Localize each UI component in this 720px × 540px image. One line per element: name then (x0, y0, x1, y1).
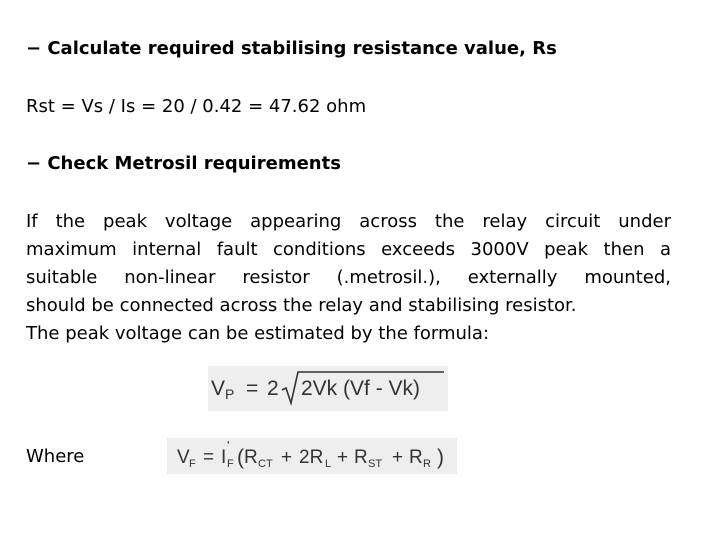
knee-voltage-formula-graphic (167, 438, 457, 474)
paragraph-line: The peak voltage can be estimated by the formula: (26, 323, 490, 344)
metrosil-paragraph (26, 208, 671, 348)
rct-symbol: R (244, 447, 258, 468)
paragraph-line: If the peak voltage appearing across the relay circuit under (26, 211, 671, 232)
rst-symbol: R (354, 447, 368, 468)
radical-content: 2Vk (Vf - Vk) (301, 377, 421, 400)
heading-calculate-resistance: − Calculate required stabilising resistance value, Rs (26, 38, 557, 59)
plus-sign: + (281, 447, 293, 468)
vf-symbol: V (177, 447, 190, 468)
equals-sign: = (203, 447, 215, 468)
fault-current-subscript: F (227, 458, 234, 470)
equals-sign: = (246, 377, 259, 400)
peak-voltage-formula (208, 366, 448, 411)
vp-subscript: P (225, 386, 235, 402)
coefficient: 2 (267, 377, 279, 400)
paragraph-line: maximum internal fault conditions exceeds 3000V peak then a (26, 239, 671, 260)
close-paren: ) (437, 446, 444, 469)
where-label: Where (26, 446, 85, 467)
plus-sign: + (337, 447, 349, 468)
paragraph-line: should be connected across the relay and stabilising resistor. (26, 295, 577, 316)
fault-current: I (221, 447, 227, 468)
peak-voltage-formula-graphic (208, 366, 448, 411)
open-paren: ( (237, 446, 244, 469)
vp-symbol: V (211, 377, 226, 400)
rct-subscript: CT (258, 458, 273, 470)
vf-subscript: F (189, 458, 196, 470)
rst-subscript: ST (368, 458, 383, 470)
plus-sign: + (392, 447, 404, 468)
rr-subscript: R (423, 458, 431, 470)
paragraph-line: suitable non-linear resistor (.metrosil.), externally mounted, (26, 267, 671, 288)
stabilising-resistance-equation: Rst = Vs / Is = 20 / 0.42 = 47.62 ohm (26, 96, 367, 117)
fault-current-prime: ' (227, 438, 230, 453)
two-rl-symbol: 2R (299, 447, 324, 468)
knee-voltage-formula (167, 438, 457, 474)
rr-symbol: R (409, 447, 423, 468)
rl-subscript: L (325, 458, 332, 470)
heading-check-metrosil: − Check Metrosil requirements (26, 153, 341, 174)
